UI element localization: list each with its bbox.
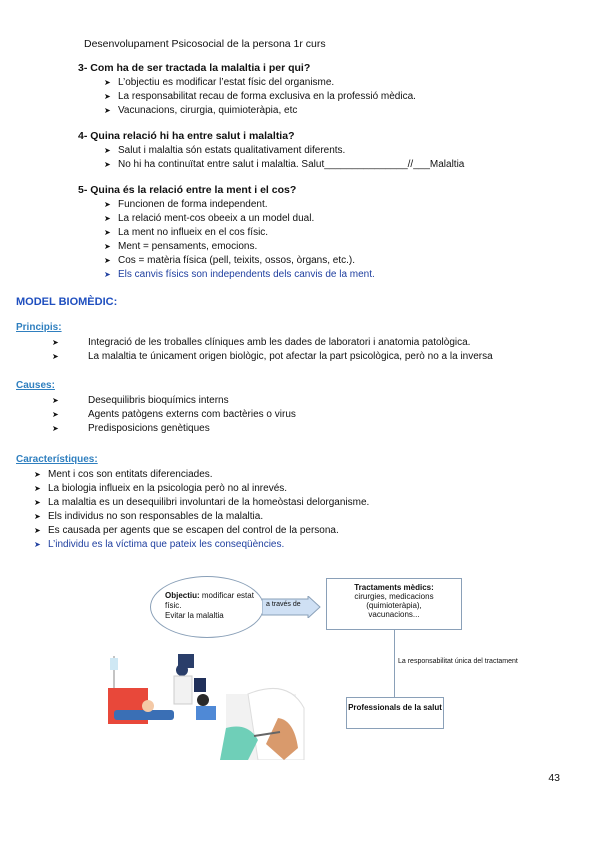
principis-list <box>52 336 582 364</box>
list-item: ➤ La biologia influeix en la psicologia però no al inrevés. <box>34 483 288 494</box>
treatments-body: cirurgies, medicacions (quimioteràpia), vacunacions... <box>354 592 434 619</box>
causes-list <box>52 394 296 436</box>
list-item: ➤ La relació ment-cos obeeix a un model dual. <box>104 213 315 224</box>
question-5-title: 5- Quina és la relació entre la ment i el cos? <box>78 184 297 196</box>
list-item: ➤ Vacunacions, cirurgia, quimioteràpia, etc <box>104 105 298 116</box>
list-item: ➤ Ment = pensaments, emocions. <box>104 241 258 252</box>
page-header: Desenvolupament Psicosocial de la persona 1r curs <box>84 38 326 50</box>
medical-scene-icon <box>108 648 308 760</box>
list-item: ➤ La ment no influeix en el cos físic. <box>104 227 269 238</box>
list-item: ➤ La malaltia es un desequilibri involuntari de la homeòstasi delorganisme. <box>34 497 370 508</box>
list-item: ➤ Salut i malaltia són estats qualitativament diferents. <box>104 145 346 156</box>
arrow-bullet-icon: ➤ <box>104 200 111 209</box>
objective-text: modificar estat físic. <box>165 591 254 610</box>
list-item: ➤ La responsabilitat recau de forma exclusiva en la professió mèdica. <box>104 91 416 102</box>
professionals-box <box>346 697 444 729</box>
arrow-block <box>262 596 316 616</box>
list-item: ➤ Predisposicions genètiques <box>52 423 210 434</box>
vertical-connector <box>394 629 395 697</box>
objective-label: Objectiu: <box>165 591 200 600</box>
list-item: ➤ Desequilibris bioquímics interns <box>52 395 229 406</box>
list-item: ➤ Funcionen de forma independent. <box>104 199 268 210</box>
list-item-highlight: ➤ L’individu es la víctima que pateix les conseqüències. <box>34 539 285 550</box>
responsibility-label: La responsabilitat única del tractament <box>398 658 518 665</box>
arrow-bullet-icon: ➤ <box>104 146 111 155</box>
arrow-bullet-icon: ➤ <box>52 424 59 433</box>
list-item: ➤ No hi ha continuïtat entre salut i malaltia. Salut_______________//___Malaltia <box>104 159 465 170</box>
arrow-bullet-icon: ➤ <box>52 338 59 347</box>
list-item-highlight: ➤ Els canvis físics son independents dels canvis de la ment. <box>104 269 375 280</box>
treatments-title: Tractaments mèdics: <box>354 583 434 592</box>
arrow-bullet-icon: ➤ <box>52 352 59 361</box>
professionals-label: Professionals de la salut <box>348 703 442 712</box>
arrow-bullet-icon: ➤ <box>104 92 111 101</box>
objective-ellipse <box>150 576 264 638</box>
arrow-bullet-icon: ➤ <box>104 228 111 237</box>
question-4-title: 4- Quina relació hi ha entre salut i malaltia? <box>78 130 295 142</box>
question-4-list <box>104 144 464 172</box>
section-title: MODEL BIOMÈDIC: <box>16 296 118 308</box>
arrow-bullet-icon: ➤ <box>104 106 111 115</box>
treatments-box <box>326 578 462 630</box>
arrow-bullet-icon: ➤ <box>104 78 111 87</box>
arrow-bullet-icon: ➤ <box>34 484 41 493</box>
arrow-bullet-icon: ➤ <box>34 470 41 479</box>
question-3-list <box>104 76 416 118</box>
list-item: ➤ Agents patògens externs com bactèries o virus <box>52 409 296 420</box>
page-number: 43 <box>548 772 560 784</box>
arrow-bullet-icon: ➤ <box>34 540 41 549</box>
arrow-bullet-icon: ➤ <box>34 498 41 507</box>
question-5-list <box>104 198 375 282</box>
list-item: ➤ Es causada per agents que se escapen del control de la persona. <box>34 525 339 536</box>
objective-line2: Evitar la malaltia <box>165 611 224 620</box>
subsection-principis: Principis: <box>16 322 62 333</box>
subsection-causes: Causes: <box>16 380 55 391</box>
list-item: ➤ Integració de les troballes clíniques amb les dades de laboratori i anatomia patològica. <box>52 337 471 348</box>
list-item: ➤ La malaltia te únicament origen biològic, pot afectar la part psicològica, però no a la inversa <box>52 351 493 362</box>
arrow-bullet-icon: ➤ <box>34 526 41 535</box>
arrow-bullet-icon: ➤ <box>104 160 111 169</box>
arrow-label: a través de <box>266 601 301 608</box>
arrow-bullet-icon: ➤ <box>104 214 111 223</box>
list-item: ➤ Ment i cos son entitats diferenciades. <box>34 469 213 480</box>
arrow-bullet-icon: ➤ <box>34 512 41 521</box>
caracteristiques-list <box>34 468 369 552</box>
arrow-bullet-icon: ➤ <box>52 410 59 419</box>
arrow-bullet-icon: ➤ <box>104 270 111 279</box>
arrow-bullet-icon: ➤ <box>52 396 59 405</box>
subsection-caracteristiques: Característiques: <box>16 454 98 465</box>
question-3-title: 3- Com ha de ser tractada la malaltia i per qui? <box>78 62 311 74</box>
list-item: ➤ L’objectiu es modificar l’estat físic del organisme. <box>104 77 335 88</box>
list-item: ➤ Cos = matèria física (pell, teixits, ossos, òrgans, etc.). <box>104 255 356 266</box>
list-item: ➤ Els individus no son responsables de la malaltia. <box>34 511 264 522</box>
arrow-bullet-icon: ➤ <box>104 242 111 251</box>
arrow-bullet-icon: ➤ <box>104 256 111 265</box>
medical-illustration <box>108 648 308 760</box>
